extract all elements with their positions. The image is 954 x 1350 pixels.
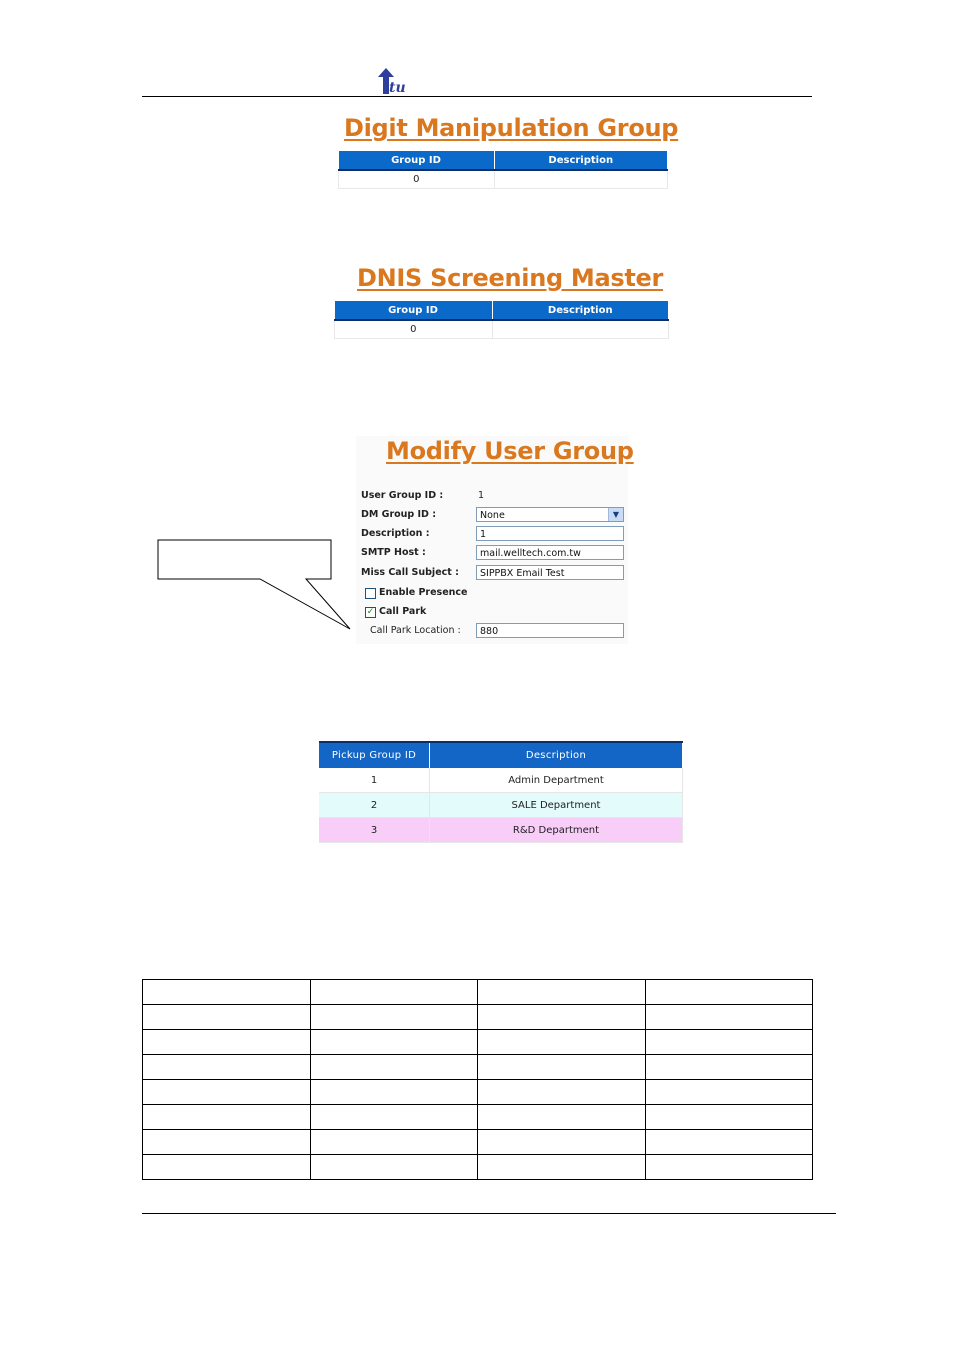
- grid-cell: [645, 1155, 813, 1180]
- grid-cell: [310, 1030, 478, 1055]
- column-header-pickup-group-id[interactable]: Pickup Group ID: [319, 742, 430, 768]
- header-rule: [142, 96, 812, 97]
- pickup-description-cell: Admin Department: [430, 768, 683, 793]
- pickup-group-table: [319, 741, 683, 843]
- call-park-checkbox[interactable]: ✓: [366, 607, 375, 617]
- description-input[interactable]: 1: [476, 526, 624, 541]
- svg-text:tu: tu: [389, 80, 406, 94]
- grid-cell: [143, 1005, 311, 1030]
- dm-group-id-selected: None: [480, 510, 505, 521]
- column-header-description[interactable]: Description: [492, 301, 669, 320]
- grid-cell: [143, 1055, 311, 1080]
- dm-group-id-select[interactable]: [476, 507, 624, 522]
- grid-cell: [310, 1080, 478, 1105]
- grid-cell: [478, 1105, 646, 1130]
- grid-cell: [645, 1080, 813, 1105]
- dm-group-id-label: DM Group ID :: [361, 509, 437, 520]
- pickup-group-id-cell: 1: [319, 768, 430, 793]
- grid-cell: [143, 980, 311, 1005]
- miss-call-subject-input[interactable]: SIPPBX Email Test: [476, 565, 624, 580]
- table-row: [143, 1030, 813, 1055]
- user-group-id-label: User Group ID :: [361, 490, 444, 501]
- grid-cell: [645, 1105, 813, 1130]
- call-park-location-label: Call Park Location :: [370, 625, 461, 636]
- grid-cell: [478, 1130, 646, 1155]
- table-row: [143, 1130, 813, 1155]
- column-header-description[interactable]: Description: [494, 151, 668, 170]
- table-row: [143, 1055, 813, 1080]
- grid-cell: [478, 980, 646, 1005]
- callout-bubble: [156, 538, 356, 640]
- column-header-group-id[interactable]: Group ID: [339, 151, 495, 170]
- grid-cell: [310, 1055, 478, 1080]
- miss-call-subject-label: Miss Call Subject :: [361, 567, 459, 578]
- pickup-group-id-cell: 2: [319, 793, 430, 818]
- table-row[interactable]: [319, 793, 683, 818]
- user-group-id-value: 1: [478, 490, 485, 501]
- grid-cell: [310, 1130, 478, 1155]
- smtp-host-input[interactable]: mail.welltech.com.tw: [476, 545, 624, 560]
- chevron-down-icon[interactable]: ▼: [608, 508, 623, 521]
- grid-cell: [478, 1005, 646, 1030]
- table-row: [143, 1005, 813, 1030]
- grid-cell: [143, 1105, 311, 1130]
- dnis-screening-table: [334, 301, 669, 339]
- digit-manipulation-title: Digit Manipulation Group: [344, 114, 679, 142]
- table-row: [143, 1105, 813, 1130]
- grid-cell: [478, 1055, 646, 1080]
- grid-cell: [310, 980, 478, 1005]
- call-park-location-input[interactable]: 880: [476, 623, 624, 638]
- pickup-group-id-cell: 3: [319, 818, 430, 843]
- grid-cell: [645, 1055, 813, 1080]
- grid-cell: [645, 1005, 813, 1030]
- pickup-description-cell: R&D Department: [430, 818, 683, 843]
- table-row: [143, 1080, 813, 1105]
- grid-cell: [310, 1105, 478, 1130]
- grid-cell: [143, 1155, 311, 1180]
- table-row[interactable]: [339, 170, 668, 189]
- description-cell: [492, 320, 669, 339]
- group-id-cell: 0: [339, 170, 495, 189]
- grid-cell: [645, 1130, 813, 1155]
- smtp-host-label: SMTP Host :: [361, 547, 426, 558]
- column-header-description[interactable]: Description: [430, 742, 683, 768]
- table-row[interactable]: [319, 768, 683, 793]
- table-row: [143, 1155, 813, 1180]
- column-header-group-id[interactable]: Group ID: [335, 301, 493, 320]
- grid-cell: [310, 1155, 478, 1180]
- table-row[interactable]: [335, 320, 669, 339]
- digit-manipulation-table: [338, 151, 668, 189]
- grid-cell: [478, 1030, 646, 1055]
- enable-presence-label: Enable Presence: [379, 587, 468, 598]
- grid-cell: [310, 1005, 478, 1030]
- description-label: Description :: [361, 528, 430, 539]
- pickup-description-cell: SALE Department: [430, 793, 683, 818]
- footer-rule: [142, 1213, 836, 1214]
- call-park-label: Call Park: [379, 606, 427, 617]
- group-id-cell: 0: [335, 320, 493, 339]
- grid-cell: [478, 1080, 646, 1105]
- welltech-logo-icon: [378, 68, 406, 94]
- empty-grid-table: [142, 979, 813, 1180]
- table-row: [143, 980, 813, 1005]
- grid-cell: [143, 1030, 311, 1055]
- enable-presence-checkbox[interactable]: [365, 588, 376, 599]
- grid-cell: [645, 980, 813, 1005]
- description-cell: [494, 170, 668, 189]
- table-row[interactable]: [319, 818, 683, 843]
- grid-cell: [645, 1030, 813, 1055]
- grid-cell: [143, 1130, 311, 1155]
- dnis-screening-title: DNIS Screening Master: [357, 264, 664, 292]
- grid-cell: [478, 1155, 646, 1180]
- modify-user-group-title: Modify User Group: [386, 437, 634, 465]
- grid-cell: [143, 1080, 311, 1105]
